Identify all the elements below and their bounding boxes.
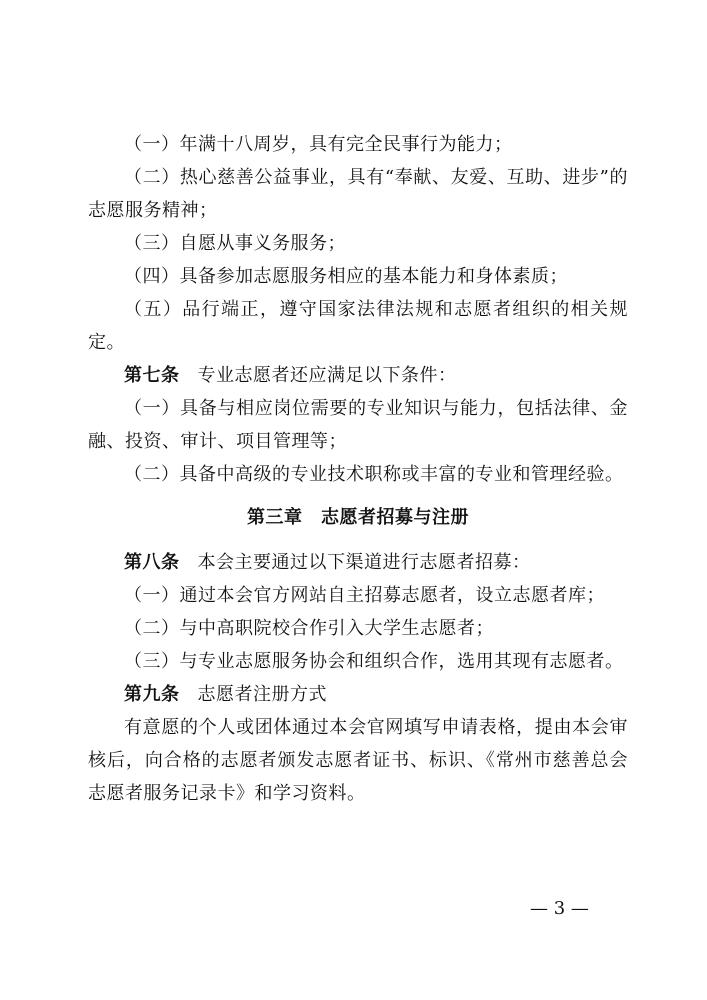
document-body [88, 128, 628, 810]
article-9-number: 第九条 [124, 684, 180, 705]
paragraph-condition-3: （三）自愿从事义务服务； [124, 233, 346, 254]
paragraph-registration: 有意愿的个人或团体通过本会官网填写申请表格，提由本会审核后，向合格的志愿者颁发志愿者证书、标识、《常州市慈善总会志愿者服务记录卡》和学习资料。 [88, 717, 628, 804]
paragraph-condition-1: （一）年满十八周岁，具有完全民事行为能力； [124, 134, 513, 155]
article-8 [88, 546, 628, 579]
article-7-number: 第七条 [124, 365, 180, 386]
article-7 [88, 359, 628, 392]
article-9 [88, 678, 628, 711]
paragraph-channel-3: （三）与专业志愿服务协会和组织合作，选用其现有志愿者。 [124, 651, 624, 672]
paragraph-channel-1: （一）通过本会官方网站自主招募志愿者，设立志愿者库； [124, 585, 605, 606]
page-number: — 3 — [530, 898, 589, 919]
paragraph-condition-2: （二）热心慈善公益事业，具有“奉献、友爱、互助、进步”的志愿服务精神； [88, 167, 628, 221]
article-9-text: 志愿者注册方式 [197, 684, 327, 705]
article-8-number: 第八条 [124, 552, 180, 573]
paragraph-condition-4: （四）具备参加志愿服务相应的基本能力和身体素质； [124, 266, 568, 287]
article-7-text: 专业志愿者还应满足以下条件： [197, 365, 457, 386]
paragraph-professional-2: （二）具备中高级的专业技术职称或丰富的专业和管理经验。 [124, 464, 624, 485]
paragraph-condition-5: （五）品行端正，遵守国家法律法规和志愿者组织的相关规定。 [88, 299, 628, 353]
paragraph-channel-2: （二）与中高职院校合作引入大学生志愿者； [124, 618, 494, 639]
chapter-title: 第三章 志愿者招募与注册 [247, 507, 469, 528]
paragraph-professional-1: （一）具备与相应岗位需要的专业知识与能力，包括法律、金融、投资、审计、项目管理等； [88, 398, 628, 452]
article-8-text: 本会主要通过以下渠道进行志愿者招募： [197, 552, 531, 573]
